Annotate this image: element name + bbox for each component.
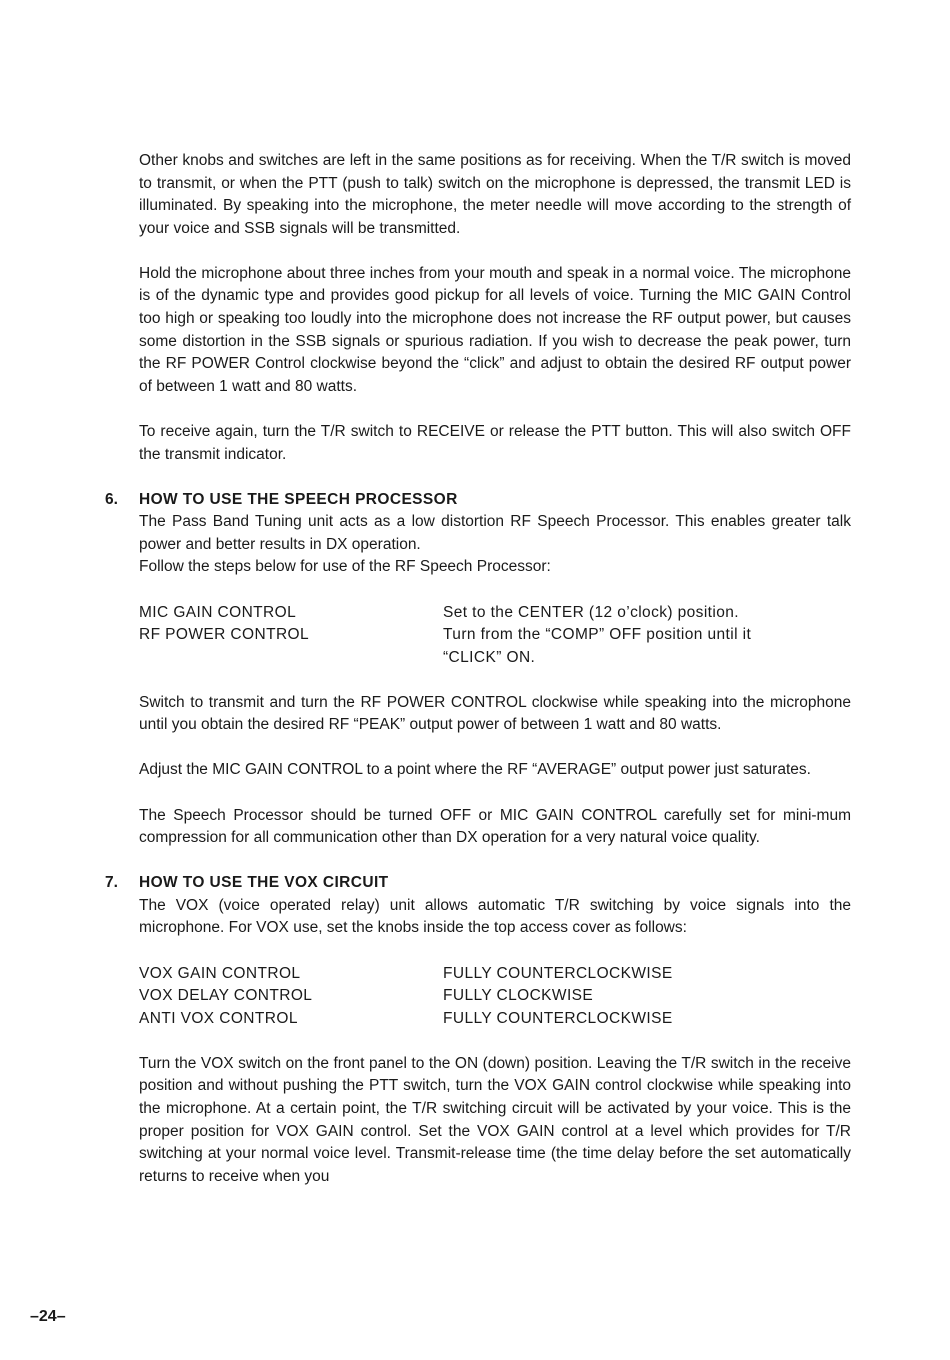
settings-table xyxy=(139,602,851,670)
section-heading: HOW TO USE THE SPEECH PROCESSOR xyxy=(139,490,458,508)
page-content xyxy=(105,150,851,1211)
section-paragraph: The Speech Processor should be turned OFF or MIC GAIN CONTROL carefully set for mini-mum compression for all communication other than DX operation for a very natural voice quality. xyxy=(139,806,851,847)
settings-table xyxy=(139,963,851,1031)
setting-value: Turn from the “COMP” OFF position until it “CLICK” ON. xyxy=(443,626,752,666)
section-paragraph: Switch to transmit and turn the RF POWER CONTROL clockwise while speaking into the microphone until you obtain the desired RF “PEAK” output power of between 1 watt and 80 watts. xyxy=(139,693,851,734)
section-paragraph: Turn the VOX switch on the front panel to the ON (down) position. Leaving the T/R switch in the receive position and without pushing the PTT switch, turn the VOX GAIN control clockwise while speaking into the microphone. At a certain point, the T/R switching circuit will be activated by your voice. This is the proper position for VOX GAIN control. Set the VOX GAIN control at a level which provides for T/R switching at your normal voice level. Transmit-release time (the time delay before the set automatically returns to receive when you xyxy=(139,1054,851,1185)
section-intro-line: Follow the steps below for use of the RF Speech Processor: xyxy=(139,558,551,576)
setting-value: FULLY CLOCKWISE xyxy=(443,987,594,1005)
setting-value: FULLY COUNTERCLOCKWISE xyxy=(443,964,673,982)
section-speech-processor xyxy=(105,489,851,850)
setting-label: RF POWER CONTROL xyxy=(139,626,310,644)
section-number: 6. xyxy=(105,490,118,508)
section-intro-line: The Pass Band Tuning unit acts as a low distortion RF Speech Processor. This enables greater talk power and better results in DX operation. xyxy=(139,513,851,553)
section-paragraph: Adjust the MIC GAIN CONTROL to a point where the RF “AVERAGE” output power just saturates. xyxy=(139,761,811,779)
page-number: –24– xyxy=(30,1308,66,1325)
section-number: 7. xyxy=(105,874,118,892)
setting-label: VOX GAIN CONTROL xyxy=(139,964,301,982)
setting-label: VOX DELAY CONTROL xyxy=(139,987,313,1005)
setting-label: ANTI VOX CONTROL xyxy=(139,1009,298,1027)
section-heading: HOW TO USE THE VOX CIRCUIT xyxy=(139,874,389,892)
paragraph-transmit: Other knobs and switches are left in the same positions as for receiving. When the T/R switch is moved to transmit, or when the PTT (push to talk) switch on the microphone is depressed, the transmit LED is illuminated. By speaking into the microphone, the meter needle will move according to the strength of your voice and SSB signals will be transmitted. xyxy=(139,152,851,237)
setting-value: FULLY COUNTERCLOCKWISE xyxy=(443,1009,673,1027)
setting-value: Set to the CENTER (12 o’clock) position. xyxy=(443,603,739,621)
setting-label: MIC GAIN CONTROL xyxy=(139,603,297,621)
section-intro: The VOX (voice operated relay) unit allows automatic T/R switching by voice signals into the microphone. For VOX use, set the knobs inside the top access cover as follows: xyxy=(139,896,851,937)
section-vox-circuit xyxy=(105,872,851,1188)
paragraph-microphone: Hold the microphone about three inches from your mouth and speak in a normal voice. The microphone is of the dynamic type and provides good pickup for all levels of voice. Turning the MIC GAIN Control too high or speaking too loudly into the microphone does not increase the RF output power, but causes some distortion in the SSB signals or spurious radiation. If you wish to decrease the peak power, turn the RF POWER Control clockwise beyond the “click” and adjust to obtain the desired RF output power of between 1 watt and 80 watts. xyxy=(139,264,851,395)
paragraph-receive: To receive again, turn the T/R switch to RECEIVE or release the PTT button. This will also switch OFF the transmit indicator. xyxy=(139,422,851,463)
